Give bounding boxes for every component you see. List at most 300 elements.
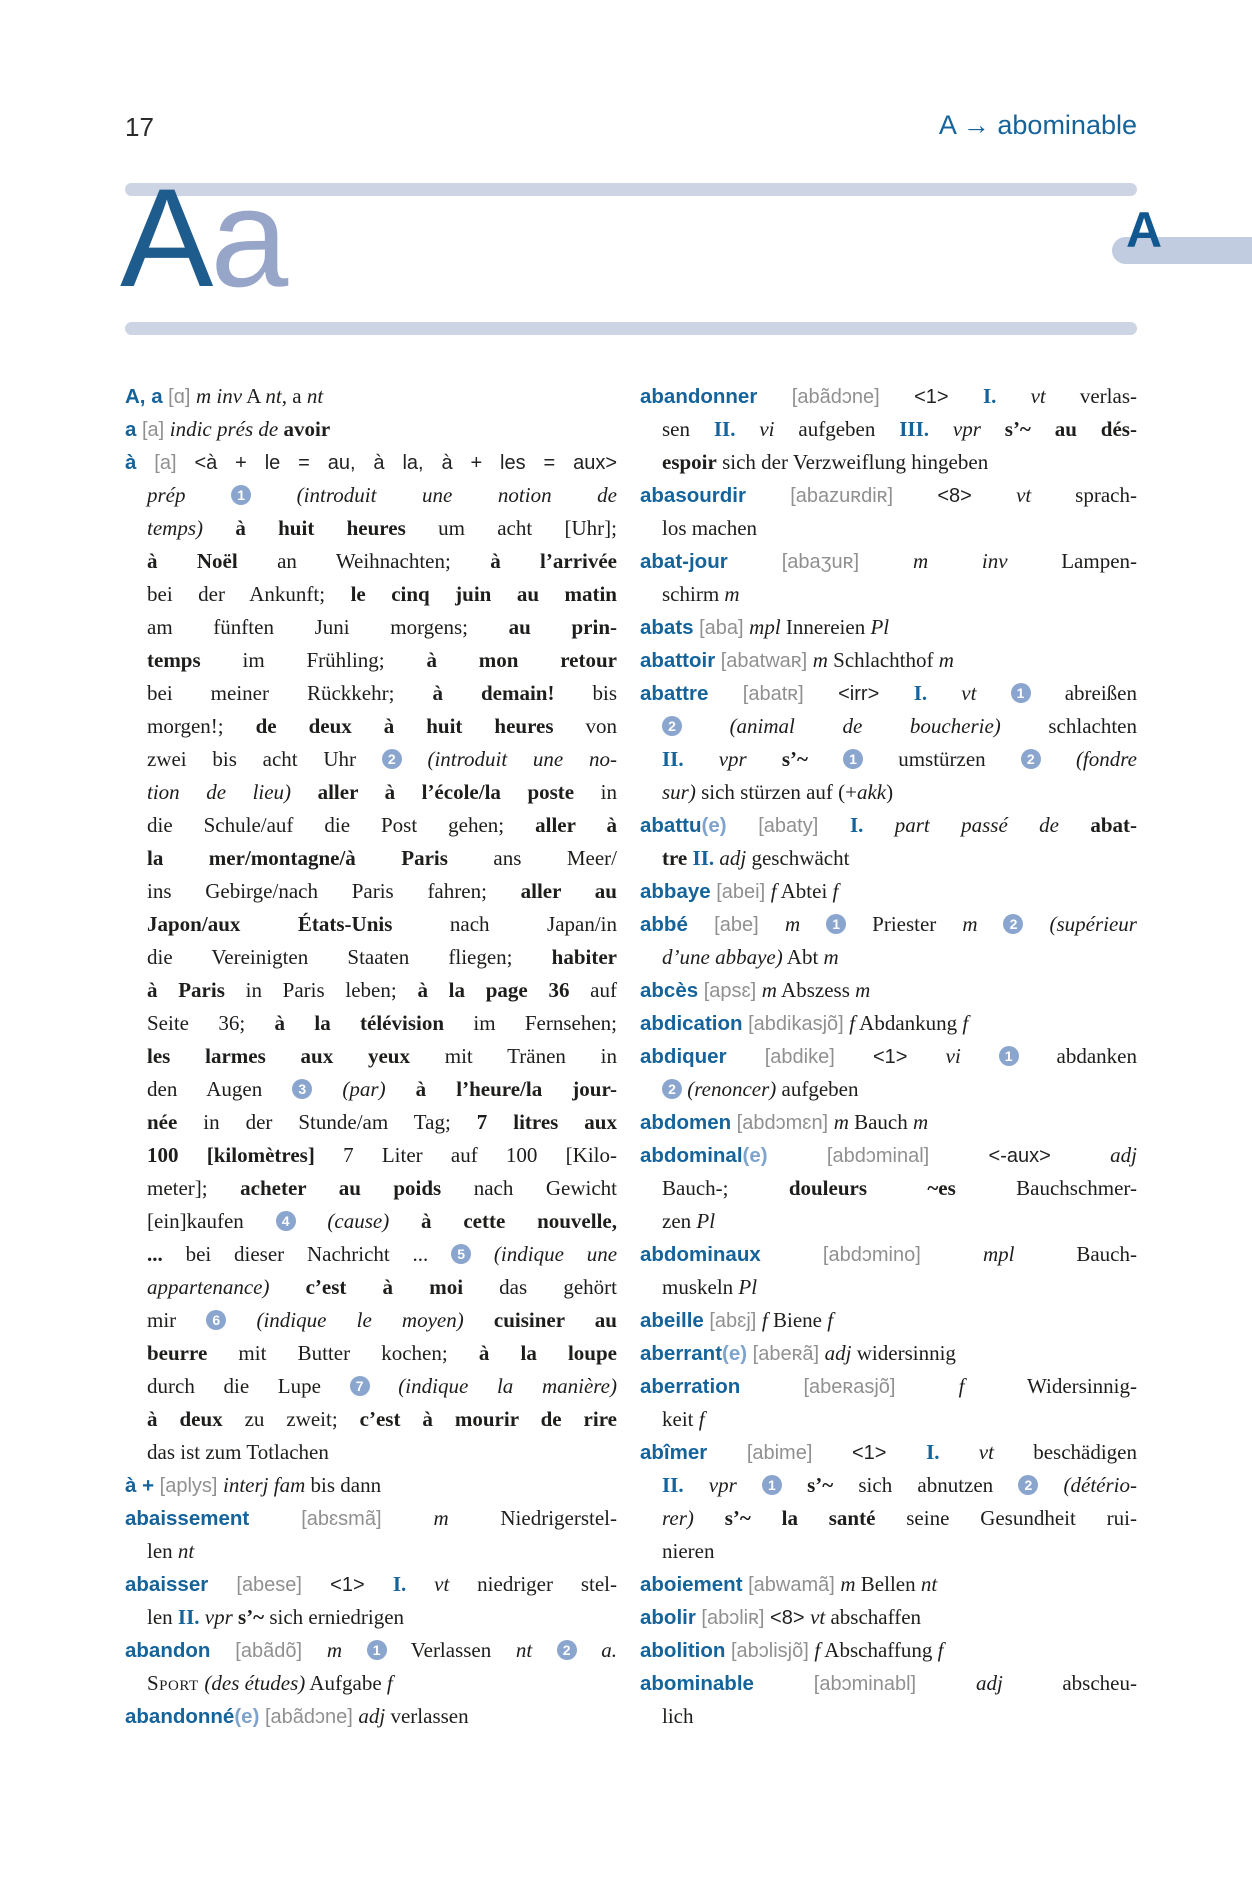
entry-line (125, 446, 617, 479)
grammar-label: temps) (147, 516, 236, 540)
grammar-pattern: <8> (937, 485, 1017, 507)
grammar-label: m (326, 1638, 367, 1662)
entry-line (125, 743, 617, 776)
page-number: 17 (125, 112, 154, 142)
headword: aboiement (640, 1573, 743, 1596)
entry-line (640, 710, 1137, 743)
translation-text: Abt (782, 945, 824, 969)
sense-roman-numeral: I. (983, 384, 1031, 408)
translation-text: durch die Lupe (147, 1374, 350, 1398)
grammar-label: Pl (738, 1275, 758, 1299)
translation-text: auf (569, 978, 617, 1002)
sense-number-badge: 2 (557, 1640, 577, 1660)
grammar-label: vt (1016, 483, 1032, 507)
entry-line (640, 611, 1137, 644)
translation-text: zu zweit; (222, 1407, 360, 1431)
phonetic-transcription: [abdike] (726, 1046, 873, 1068)
grammar-label: m inv (913, 549, 1008, 573)
sense-number-badge: 1 (231, 485, 251, 505)
grammar-label: m (962, 912, 1004, 936)
entry-line (125, 1568, 617, 1601)
grammar-label: vt (810, 1605, 826, 1629)
translation-text: sich der Verzweiflung hingeben (716, 450, 989, 474)
translation-text: umstürzen (863, 747, 1021, 771)
grammar-pattern: <8> (770, 1607, 811, 1629)
bold-phrase: de deux à huit heures (255, 714, 554, 738)
entry-line (125, 875, 617, 908)
translation-text: nieren (662, 1539, 715, 1563)
bold-phrase: à Noël (147, 549, 238, 573)
entry-line (640, 380, 1137, 413)
phonetic-transcription: [abese] (208, 1574, 331, 1596)
grammar-label: adj (358, 1704, 386, 1728)
translation-text: in Paris leben; (224, 978, 418, 1002)
bold-phrase: à demain! (432, 681, 555, 705)
grammar-pattern: <-aux> (988, 1145, 1111, 1167)
bold-phrase: la mer/montagne/à Paris (147, 846, 448, 870)
headword: aberration (640, 1375, 741, 1398)
headword: abîmer (640, 1441, 708, 1464)
entry-line (640, 1106, 1137, 1139)
bold-phrase: s’~ la santé (724, 1506, 876, 1530)
bold-phrase: à mon retour (426, 648, 617, 672)
grammar-label: f (827, 1308, 834, 1332)
grammar-pattern: <1> (851, 1442, 927, 1464)
bold-phrase: espoir (662, 450, 717, 474)
phonetic-transcription: [abeʀasjõ] (740, 1376, 959, 1398)
translation-text: nach Japan/in (392, 912, 618, 936)
grammar-label: f (770, 879, 777, 903)
entry-line (640, 677, 1137, 710)
bold-phrase: au prin- (508, 615, 617, 639)
translation-text: 7 Liter auf 100 [Kilo- (314, 1143, 617, 1167)
entry-line (125, 1436, 617, 1469)
translation-text: Bauch (848, 1110, 914, 1134)
translation-text: seine Gesundheit rui- (875, 1506, 1137, 1530)
grammar-label: m (812, 648, 828, 672)
translation-text: sprach- (1031, 483, 1137, 507)
phonetic-transcription: [abɔlisjõ] (725, 1640, 815, 1662)
translation-text: verlassen (385, 1704, 469, 1728)
grammar-label: (renoncer) (682, 1077, 777, 1101)
translation-text: zwei bis acht Uhr (147, 747, 382, 771)
subject-label: Sport (147, 1671, 205, 1695)
translation-text: den Augen (147, 1077, 293, 1101)
entry-line (125, 1502, 617, 1535)
entry-line (640, 842, 1137, 875)
grammar-label: part passé de (894, 813, 1091, 837)
entry-line (640, 1172, 1137, 1205)
translation-text: Abtei (776, 879, 833, 903)
headword-ending: (e) (701, 814, 727, 837)
sense-number-badge: 2 (662, 716, 682, 736)
phonetic-transcription: [abdɔminal] (767, 1145, 989, 1167)
sense-roman-numeral: I. (849, 813, 895, 837)
sense-number-badge: 7 (350, 1376, 370, 1396)
translation-text: Abschaffung (820, 1638, 938, 1662)
entry-line (125, 1667, 617, 1700)
sense-number-badge: 1 (367, 1640, 387, 1660)
headword: abaissement (125, 1507, 250, 1530)
translation-text: geschwächt (746, 846, 850, 870)
translation-text: aufgeben (776, 1077, 859, 1101)
translation-text: zen (662, 1209, 697, 1233)
sense-number-badge: 2 (662, 1079, 682, 1099)
grammar-label: m (840, 1572, 856, 1596)
grammar-label: vt (961, 681, 1011, 705)
headword: abolition (640, 1639, 726, 1662)
translation-text: an Weihnachten; (237, 549, 491, 573)
entry-line (640, 743, 1137, 776)
entry-line (125, 1601, 617, 1634)
headword: abdomen (640, 1111, 732, 1134)
grammar-label: m (784, 912, 827, 936)
headword: abbaye (640, 880, 711, 903)
bold-phrase: c’est à mourir de rire (359, 1407, 617, 1431)
bold-phrase: douleurs ~es (788, 1176, 956, 1200)
headword: à + (125, 1474, 155, 1497)
phonetic-transcription: [abdɔmino] (760, 1244, 983, 1266)
translation-text: Bauch-; (662, 1176, 789, 1200)
entry-line (640, 875, 1137, 908)
sense-roman-numeral: I. (913, 681, 962, 705)
translation-text: in (574, 780, 617, 804)
headword: abasourdir (640, 484, 746, 507)
translation-text: Verlassen (386, 1638, 516, 1662)
bold-phrase: beurre (147, 1341, 208, 1365)
thumb-index-letter: A (1126, 202, 1163, 258)
entry-line (125, 941, 617, 974)
grammar-label: m (855, 978, 871, 1002)
headword: abdiquer (640, 1045, 727, 1068)
phonetic-transcription: [abɛsmã] (249, 1508, 434, 1530)
translation-text: verlas- (1045, 384, 1137, 408)
grammar-label: vi (759, 417, 775, 441)
sense-number-badge: 6 (206, 1310, 226, 1330)
translation-text: die Vereinigten Staaten fliegen; (147, 945, 552, 969)
bold-phrase: le cinq juin au matin (350, 582, 617, 606)
bold-phrase: aller à (535, 813, 618, 837)
grammar-label: nt (265, 384, 282, 408)
headword: aberrant (640, 1342, 723, 1365)
translation-text: ) (886, 780, 894, 804)
headword: abaisser (125, 1573, 209, 1596)
entry-line (640, 1436, 1137, 1469)
bold-phrase: 7 litres aux (476, 1110, 617, 1134)
entry-line (125, 1304, 617, 1337)
bold-phrase: à la télévision (274, 1011, 445, 1035)
headword: abominable (640, 1672, 754, 1695)
grammar-label: (cause) (295, 1209, 422, 1233)
phonetic-transcription: [abeʀã] (747, 1343, 825, 1365)
translation-text: , a (281, 384, 307, 408)
headword: A, a (125, 385, 163, 408)
sense-number-badge: 3 (292, 1079, 312, 1099)
headword: abdominal (640, 1144, 743, 1167)
entry-line (640, 1568, 1137, 1601)
translation-text: abscheu- (1002, 1671, 1137, 1695)
grammar-label: (détério- (1038, 1473, 1137, 1497)
translation-text: Innereien (780, 615, 871, 639)
bold-phrase: à huit heures (235, 516, 406, 540)
sense-number-badge: 1 (843, 749, 863, 769)
translation-text: Priester (846, 912, 963, 936)
phonetic-transcription: [a] (136, 452, 195, 474)
translation-text: ans Meer/ (447, 846, 617, 870)
translation-text: die Schule/auf die Post gehen; (147, 813, 536, 837)
grammar-label: m (938, 648, 954, 672)
bold-phrase: s’~ (238, 1605, 265, 1629)
translation-text: das ist zum Totlachen (147, 1440, 329, 1464)
phonetic-transcription: [abɛj] (703, 1310, 762, 1332)
grammar-label: interj fam (223, 1473, 306, 1497)
grammar-label: f (849, 1011, 856, 1035)
translation-text: in der Stunde/am Tag; (177, 1110, 477, 1134)
translation-text: A (242, 384, 266, 408)
translation-text: abschaffen (825, 1605, 922, 1629)
bold-phrase: tre (662, 846, 693, 870)
entry-line (125, 1337, 617, 1370)
translation-text: morgen!; (147, 714, 256, 738)
grammar-pattern: <1> (914, 386, 983, 408)
sense-number-badge: 1 (999, 1046, 1019, 1066)
left-column (125, 380, 617, 1733)
headword: à (125, 451, 137, 474)
sense-number-badge: 2 (1018, 1475, 1038, 1495)
bold-phrase: à cette nouvelle, (421, 1209, 617, 1233)
entry-line (125, 1634, 617, 1667)
grammar-label: adj (975, 1671, 1003, 1695)
translation-text: um acht [Uhr]; (405, 516, 617, 540)
entry-line (125, 545, 617, 578)
phonetic-transcription: [abãdõ] (210, 1640, 327, 1662)
grammar-label: f (698, 1407, 705, 1431)
entry-line (125, 842, 617, 875)
phonetic-transcription: [abatwaʀ] (715, 650, 813, 672)
entry-line (640, 941, 1137, 974)
translation-text: Aufgabe (305, 1671, 387, 1695)
entry-line (640, 1502, 1137, 1535)
phonetic-transcription: [abazuʀdiʀ] (745, 485, 938, 507)
grammar-label: f (814, 1638, 821, 1662)
grammar-label: vpr (708, 1473, 762, 1497)
phonetic-transcription: [abaʒuʀ] (727, 551, 914, 573)
grammar-label: (fondre (1040, 747, 1137, 771)
sense-roman-numeral: II. (692, 846, 720, 870)
translation-text: bis dann (305, 1473, 382, 1497)
translation-text: muskeln (662, 1275, 739, 1299)
sense-number-badge: 4 (276, 1211, 296, 1231)
bold-phrase: s’~ au dés- (1004, 417, 1137, 441)
headword: abattre (640, 682, 709, 705)
headword: abeille (640, 1309, 704, 1332)
grammar-label: m (833, 1110, 849, 1134)
phonetic-transcription: [abdɔmɛn] (731, 1112, 834, 1134)
entry-line (640, 1667, 1137, 1700)
entry-line (125, 1205, 617, 1238)
entry-line (640, 578, 1137, 611)
grammar-label: nt (920, 1572, 938, 1596)
translation-text: von (553, 714, 617, 738)
grammar-label: Pl (870, 615, 890, 639)
entry-line (640, 1700, 1137, 1733)
section-letter-lowercase: a (210, 159, 286, 316)
entry-line (640, 1205, 1137, 1238)
sense-number-badge: 2 (1021, 749, 1041, 769)
grammar-label: f (761, 1308, 768, 1332)
entry-line (640, 809, 1137, 842)
grammar-pattern: <1> (330, 1574, 393, 1596)
headword-ending: (e) (234, 1705, 260, 1728)
headword: abandonner (640, 385, 758, 408)
phonetic-transcription: [ɑ] (162, 386, 196, 408)
grammar-label: (introduit une notion de (251, 483, 617, 507)
sense-roman-numeral: I. (926, 1440, 979, 1464)
entry-line (125, 1139, 617, 1172)
translation-text: bei der Ankunft; (147, 582, 351, 606)
entry-line (125, 1073, 617, 1106)
translation-text: bis (554, 681, 618, 705)
translation-text: lich (662, 1704, 694, 1728)
grammar-label: vt (434, 1572, 450, 1596)
entry-line (125, 578, 617, 611)
bold-phrase: 100 [kilomètres] (147, 1143, 315, 1167)
entry-line (640, 1073, 1137, 1106)
sense-number-badge: 2 (382, 749, 402, 769)
entry-line (640, 446, 1137, 479)
grammar-label: adj (719, 846, 747, 870)
grammar-label: akk (856, 780, 887, 804)
phonetic-transcription: [abãdɔne] (259, 1706, 359, 1728)
bold-phrase: à la page 36 (417, 978, 570, 1002)
entry-line (640, 974, 1137, 1007)
sense-number-badge: 5 (451, 1244, 471, 1264)
bold-phrase: c’est à moi (305, 1275, 464, 1299)
grammar-label: m (823, 945, 839, 969)
sense-number-badge: 1 (1011, 683, 1031, 703)
bottom-rule (125, 322, 1137, 335)
phonetic-transcription: [a] (136, 419, 170, 441)
headword: abandonné (125, 1705, 235, 1728)
entry-line (125, 413, 617, 446)
translation-text: Seite 36; (147, 1011, 275, 1035)
grammar-label: adj (1110, 1143, 1137, 1167)
entry-line (125, 644, 617, 677)
entry-line (640, 1271, 1137, 1304)
translation-text: len (147, 1539, 178, 1563)
translation-text: sen (662, 417, 714, 441)
bold-phrase: avoir (283, 417, 331, 441)
translation-text: Schlachthof (827, 648, 939, 672)
grammar-label: Pl (696, 1209, 716, 1233)
headword: abat-jour (640, 550, 728, 573)
phonetic-transcription: [abwamã] (742, 1574, 841, 1596)
grammar-label: vpr (952, 417, 1005, 441)
section-letter-heading (120, 159, 286, 316)
sense-number-badge: 2 (1003, 914, 1023, 934)
translation-text: das gehört (463, 1275, 617, 1299)
bold-phrase: aller au (520, 879, 617, 903)
translation-text: meter]; (147, 1176, 241, 1200)
entry-line (640, 1337, 1137, 1370)
phonetic-transcription: [abatʀ] (708, 683, 839, 705)
grammar-label: m inv (195, 384, 243, 408)
entry-line (125, 809, 617, 842)
right-column (640, 380, 1137, 1733)
translation-text: aufgeben (774, 417, 900, 441)
grammar-pattern: <irr> (838, 683, 914, 705)
grammar-label: f (962, 1011, 969, 1035)
guide-words: A → abominable (938, 110, 1137, 140)
sense-roman-numeral: I. (392, 1572, 435, 1596)
phonetic-transcription: [abaty] (726, 815, 850, 837)
translation-text: len (147, 1605, 178, 1629)
grammar-label: mpl (749, 615, 781, 639)
entry-line (125, 1007, 617, 1040)
sense-roman-numeral: II. (662, 1473, 709, 1497)
section-letter-uppercase: A (120, 159, 211, 316)
translation-text: bei dieser Nachricht ... (185, 1242, 452, 1266)
grammar-label: (par) (312, 1077, 416, 1101)
translation-text: mir (147, 1308, 207, 1332)
entry-line (125, 908, 617, 941)
bold-phrase: ... (147, 1242, 186, 1266)
headword: abdication (640, 1012, 743, 1035)
grammar-label: (introduit une no- (401, 747, 617, 771)
entry-line (125, 512, 617, 545)
sense-number-badge: 1 (826, 914, 846, 934)
sense-number-badge: 1 (762, 1475, 782, 1495)
entry-line (640, 1238, 1137, 1271)
headword: abandon (125, 1639, 211, 1662)
headword: abdominaux (640, 1243, 761, 1266)
translation-text: sich abnutzen (833, 1473, 1019, 1497)
grammar-label: a. (576, 1638, 618, 1662)
grammar-pattern: <à + le = au, à la, à + les = aux> (194, 452, 618, 474)
grammar-pattern: <1> (872, 1046, 946, 1068)
translation-text: sich erniedrigen (264, 1605, 405, 1629)
phonetic-transcription: [abei] (710, 881, 771, 903)
entry-line (125, 1238, 617, 1271)
translation-text: Widersinnig- (964, 1374, 1137, 1398)
entry-line (125, 1172, 617, 1205)
entry-line (640, 644, 1137, 677)
grammar-label: vt (1030, 384, 1046, 408)
bold-phrase: à l’arrivée (490, 549, 618, 573)
headword-ending: (e) (742, 1144, 768, 1167)
translation-text: Abszess (776, 978, 856, 1002)
translation-text: abdanken (1018, 1044, 1137, 1068)
grammar-label: f (937, 1638, 944, 1662)
grammar-label: nt (177, 1539, 195, 1563)
translation-text: im Frühling; (200, 648, 427, 672)
translation-text: los machen (662, 516, 758, 540)
entry-line (640, 545, 1137, 578)
headword: abcès (640, 979, 699, 1002)
bold-phrase: Japon/aux États-Unis (147, 912, 393, 936)
bold-phrase: acheter au poids (240, 1176, 442, 1200)
headword-ending: (e) (722, 1342, 748, 1365)
grammar-label: (indique la manière) (369, 1374, 617, 1398)
headword: abattoir (640, 649, 716, 672)
entry-line (125, 1106, 617, 1139)
sense-roman-numeral: II. (713, 417, 760, 441)
grammar-label: m (724, 582, 740, 606)
translation-text: am fünften Juni morgens; (147, 615, 509, 639)
entry-line (640, 512, 1137, 545)
bold-phrase: temps (147, 648, 201, 672)
translation-text: mit Butter kochen; (207, 1341, 479, 1365)
